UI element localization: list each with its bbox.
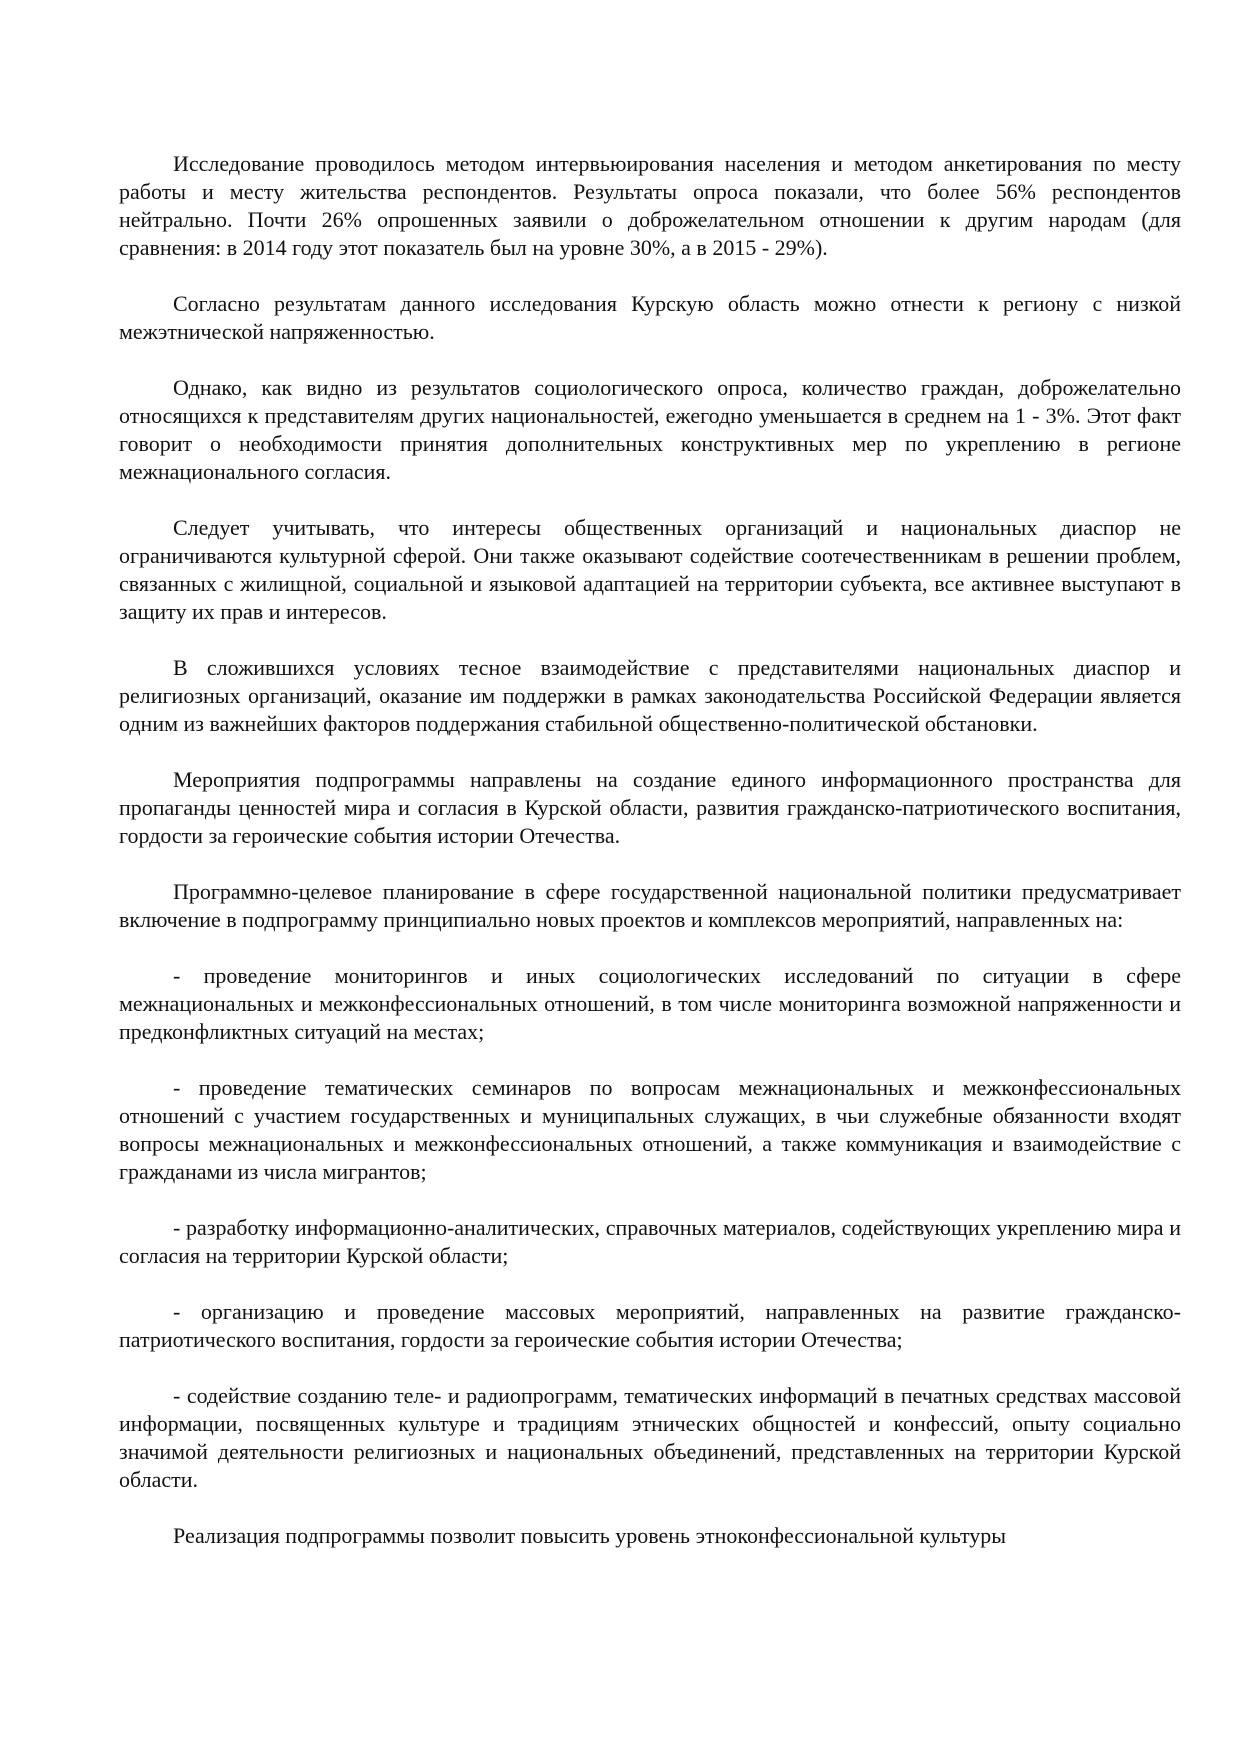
- paragraph-implementation: Реализация подпрограммы позволит повысить уровень этноконфессиональной культуры: [173, 1523, 1007, 1548]
- list-item-materials: - разработку информационно-аналитических, справочных материалов, содействующих укреплению мира и согласия на территории Курской области;: [119, 1215, 1181, 1268]
- paragraph-survey-method: Исследование проводилось методом интервьюирования населения и методом анкетирования по месту работы и месту жительства респондентов. Результаты опроса показали, что более 56% респондентов нейтрально. Почти 26% опрошенных заявили о доброжелательном отношении к другим народам (для сравнения: в 2014 году этот показатель был на уровне 30%, а в 2015 - 29%).: [119, 151, 1181, 260]
- list-item-monitoring: - проведение мониторингов и иных социологических исследований по ситуации в сфере межнациональных и межконфессиональных отношений, в том числе мониторинга возможной напряженности и предконфликтных ситуаций на местах;: [119, 963, 1181, 1044]
- paragraph-program-planning: Программно-целевое планирование в сфере государственной национальной политики предусматривает включение в подпрограмму принципиально новых проектов и комплексов мероприятий, направленных на:: [119, 879, 1181, 932]
- document-body: [119, 150, 1181, 1550]
- list-item-media: - содействие созданию теле- и радиопрограмм, тематических информаций в печатных средствах массовой информации, посвященных культуре и традициям этнических общностей и конфессий, опыту социально значимой деятельности религиозных и национальных объединений, представленных на территории Курской области.: [119, 1383, 1181, 1492]
- list-item-seminars: - проведение тематических семинаров по вопросам межнациональных и межконфессиональных отношений с участием государственных и муниципальных служащих, в чьи служебные обязанности входят вопросы межнациональных и межконфессиональных отношений, а также коммуникация и взаимодействие с гражданами из числа мигрантов;: [119, 1075, 1181, 1184]
- paragraph-low-tension: Согласно результатам данного исследования Курскую область можно отнести к региону с низкой межэтнической напряженностью.: [119, 291, 1181, 344]
- list-item-mass-events: - организацию и проведение массовых мероприятий, направленных на развитие гражданско-патриотического воспитания, гордости за героические события истории Отечества;: [119, 1299, 1181, 1352]
- paragraph-subprogram-activities: Мероприятия подпрограммы направлены на создание единого информационного пространства для пропаганды ценностей мира и согласия в Курской области, развития гражданско-патриотического воспитания, гордости за героические события истории Отечества.: [119, 767, 1181, 848]
- paragraph-declining-goodwill: Однако, как видно из результатов социологического опроса, количество граждан, доброжелательно относящихся к представителям других национальностей, ежегодно уменьшается в среднем на 1 - 3%. Этот факт говорит о необходимости принятия дополнительных конструктивных мер по укреплению в регионе межнационального согласия.: [119, 375, 1181, 484]
- paragraph-diaspora-interests: Следует учитывать, что интересы общественных организаций и национальных диаспор не ограничиваются культурной сферой. Они также оказывают содействие соотечественникам в решении проблем, связанных с жилищной, социальной и языковой адаптацией на территории субъекта, все активнее выступают в защиту их прав и интересов.: [119, 515, 1181, 624]
- paragraph-cooperation: В сложившихся условиях тесное взаимодействие с представителями национальных диаспор и религиозных организаций, оказание им поддержки в рамках законодательства Российской Федерации является одним из важнейших факторов поддержания стабильной общественно-политической обстановки.: [119, 655, 1181, 736]
